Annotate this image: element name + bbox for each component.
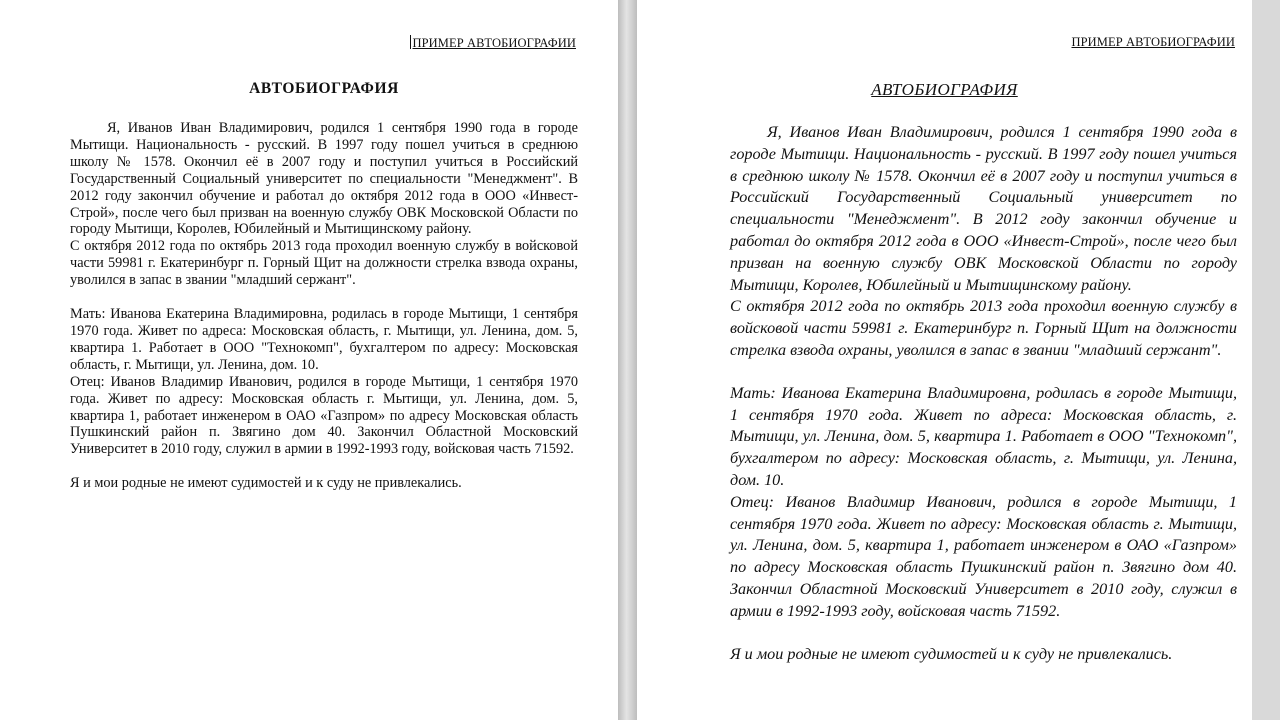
paragraph-military-service: С октября 2012 года по октябрь 2013 года проходил военную службу в войсковой части 59981 г. Екатеринбург п. Горный Щит на должности стрелка взвода охраны, уволился в запас в звании "младший сержант". [70,238,578,289]
window-background [1252,0,1280,720]
paragraph-spacer [730,623,1237,644]
header-link-text: ПРИМЕР АВТОБИОГРАФИИ [412,36,576,50]
document-title: АВТОБИОГРАФИЯ [249,80,399,97]
page-left-plain [0,0,618,720]
paragraph-spacer [70,458,578,475]
paragraph-father: Отец: Иванов Владимир Иванович, родился в городе Мытищи, 1 сентября 1970 года. Живет по адресу: Московская область г. Мытищи, ул. Ленина, дом. 5, квартира 1, работает инженером в ОАО «Газпром» по адресу Московская область Пушкинский район п. Звягино дом 40. Закончил Областной Московский Университет в 2010 году, служил в армии в 1992-1993 году, войсковая часть 71592. [730,492,1237,620]
header-link[interactable] [1071,35,1235,50]
paragraph-spacer [70,289,578,306]
header-link-text: ПРИМЕР АВТОБИОГРАФИИ [1071,35,1235,49]
paragraph-no-convictions: Я и мои родные не имеют судимостей и к суду не привлекались. [70,475,462,492]
paragraph-intro: Я, Иванов Иван Владимирович, родился 1 сентября 1990 года в городе Мытищи. Национальность - русский. В 1997 году пошел учиться в среднюю школу № 1578. Окончил её в 2007 году и поступил учиться в Российский Государственный Социальный университет по специальности "Менеджмент". В 2012 году закончил обучение и работал до октября 2012 года в ООО «Инвест-Строй», после чего был призван на военную службу ОВК Московской Области по городу Мытищи, Королев, Юбилейный и Мытищинскому району. [70,120,578,238]
paragraph-spacer [730,362,1237,383]
paragraph-mother: Мать: Иванова Екатерина Владимировна, родилась в городе Мытищи, 1 сентября 1970 года. Живет по адреса: Московская область, г. Мытищи, ул. Ленина, дом. 5, квартира 1. Работает в ООО "Технокомп", бухгалтером по адресу: Московская область, г. Мытищи, ул. Ленина, дом. 10. [70,306,578,373]
document-body[interactable] [70,120,578,492]
paragraph-military-service: С октября 2012 года по октябрь 2013 года проходил военную службу в войсковой части 59981 г. Екатеринбург п. Горный Щит на должности стрелка взвода охраны, уволился в запас в звании "младший сержант". [730,297,1237,359]
header-link[interactable] [410,35,576,51]
paragraph-father: Отец: Иванов Владимир Иванович, родился в городе Мытищи, 1 сентября 1970 года. Живет по адресу: Московская область г. Мытищи, ул. Ленина, дом. 5, квартира 1, работает инженером в ОАО «Газпром» по адресу Московская область Пушкинский район п. Звягино дом 40. Закончил Областной Московский Университет в 2010 году, служил в армии в 1992-1993 году, войсковая часть 71592. [70,373,578,458]
paragraph-no-convictions: Я и мои родные не имеют судимостей и к суду не привлекались. [730,644,1173,663]
page-right-italic [637,0,1252,720]
page-gutter [618,0,637,720]
paragraph-mother: Мать: Иванова Екатерина Владимировна, родилась в городе Мытищи, 1 сентября 1970 года. Живет по адреса: Московская область, г. Мытищи, ул. Ленина, дом. 5, квартира 1. Работает в ООО "Технокомп", бухгалтером по адресу: Московская область, г. Мытищи, ул. Ленина, дом. 10. [730,383,1237,489]
document-body[interactable] [730,122,1237,665]
paragraph-intro: Я, Иванов Иван Владимирович, родился 1 сентября 1990 года в городе Мытищи. Национальность - русский. В 1997 году пошел учиться в среднюю школу № 1578. Окончил её в 2007 году и поступил учиться в Российский Государственный Социальный университет по специальности "Менеджмент". В 2012 году закончил обучение и работал до октября 2012 года в ООО «Инвест-Строй», после чего был призван на военную службу ОВК Московской Области по городу Мытищи, Королев, Юбилейный и Мытищинскому району. [730,123,1237,294]
document-title: АВТОБИОГРАФИЯ [871,80,1018,99]
